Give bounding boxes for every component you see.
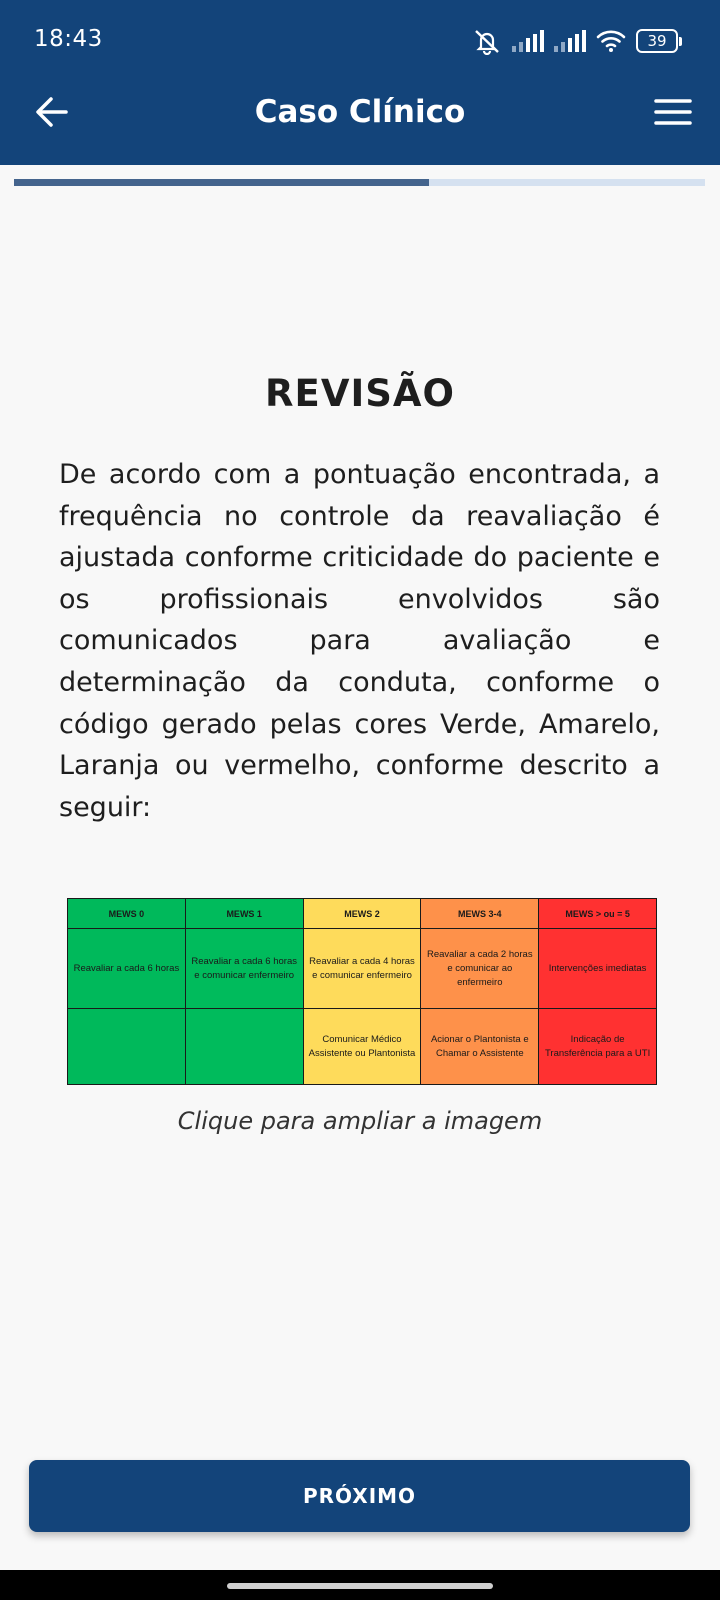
table-cell: Reavaliar a cada 4 horas e comunicar enfermeiro [303,929,421,1009]
battery-level: 39 [636,29,678,53]
wifi-icon [596,29,626,53]
table-row [68,1009,657,1085]
body-paragraph: De acordo com a pontuação encontrada, a frequência no controle da reavaliação é ajustada conforme criticidade do paciente e os profissionais envolvidos são comunicados para avaliação e determinação da conduta, conforme o código gerado pelas cores Verde, Amarelo, Laranja ou vermelho, conforme descrito a seguir: [59,459,660,823]
status-icons [472,26,682,56]
app-bar [0,0,720,165]
table-header-cell: MEWS 2 [303,899,421,929]
table-cell: Reavaliar a cada 6 horas [68,929,186,1009]
table-header-row [68,899,657,929]
table-header-cell: MEWS > ou = 5 [539,899,657,929]
table-cell: Comunicar Médico Assistente ou Plantonista [303,1009,421,1085]
table-row [68,929,657,1009]
table-header-cell: MEWS 0 [68,899,186,929]
progress-bar [14,179,705,186]
mews-table-image[interactable] [67,898,657,1085]
menu-button[interactable] [652,92,694,132]
hamburger-menu-icon [656,101,690,123]
table-cell [185,1009,303,1085]
mute-icon [472,27,502,55]
image-caption: Clique para ampliar a imagem [177,1107,543,1135]
signal-icon [512,30,544,52]
table-header-cell: MEWS 1 [185,899,303,929]
system-nav-bar [0,1570,720,1600]
progress-fill [14,179,429,186]
table-cell: Reavaliar a cada 6 horas e comunicar enfermeiro [185,929,303,1009]
table-cell: Acionar o Plantonista e Chamar o Assistente [421,1009,539,1085]
home-indicator[interactable] [227,1583,493,1589]
battery-icon [636,29,682,53]
page-title: Caso Clínico [254,94,466,130]
table-cell: Intervenções imediatas [539,929,657,1009]
table-cell: Reavaliar a cada 2 horas e comunicar ao enfermeiro [421,929,539,1009]
table-cell: Indicação de Transferência para a UTI [539,1009,657,1085]
table-header-cell: MEWS 3-4 [421,899,539,929]
section-heading: REVISÃO [265,372,455,415]
status-time: 18:43 [34,26,103,52]
table-cell [68,1009,186,1085]
signal-icon [554,30,586,52]
next-button[interactable]: PRÓXIMO [29,1460,690,1532]
